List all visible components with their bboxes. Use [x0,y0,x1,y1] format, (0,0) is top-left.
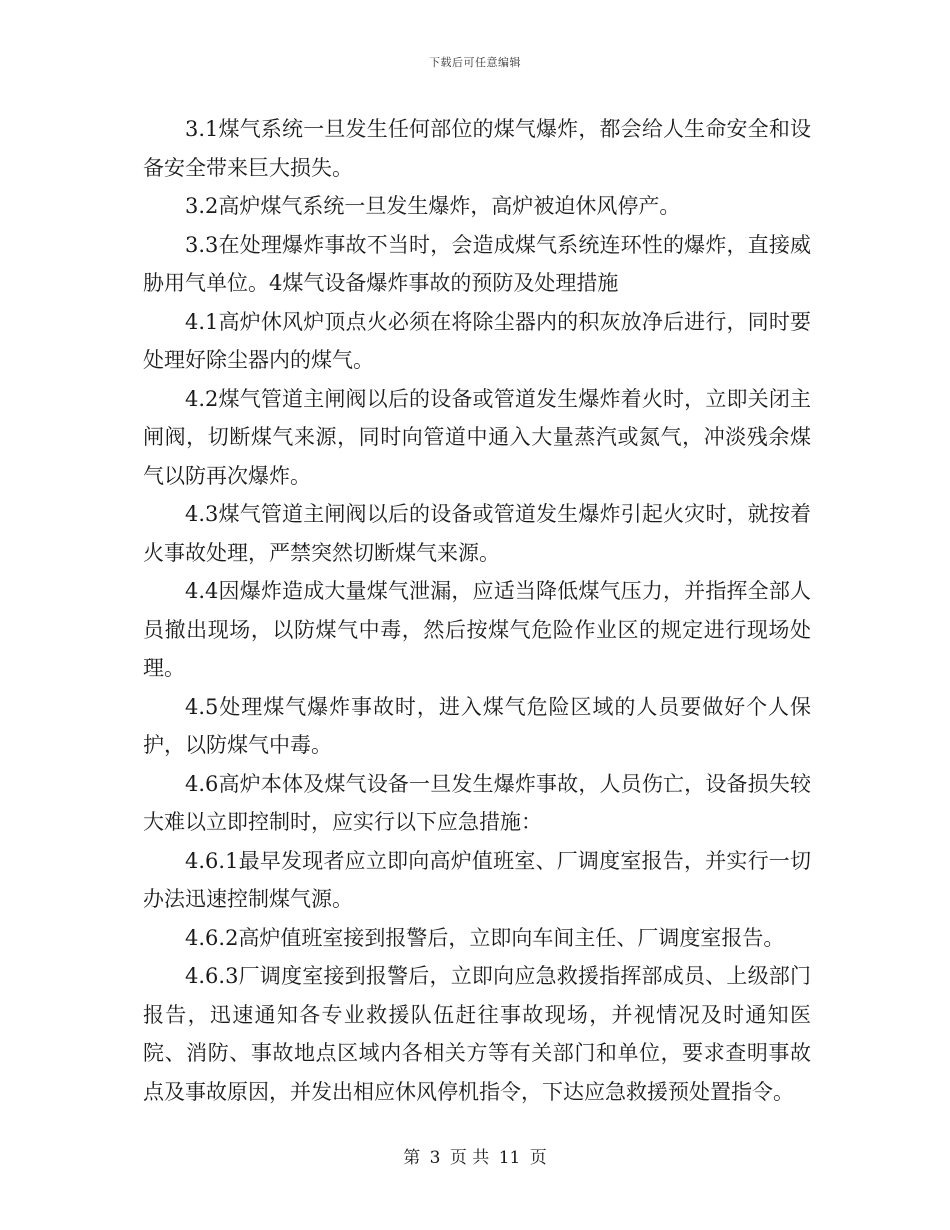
paragraph-3-3: 3.3在处理爆炸事故不当时，会造成煤气系统连环性的爆炸，直接威胁用气单位。4煤气设备爆炸事故的预防及处理措施 [143,232,811,295]
paragraph-4-5: 4.5处理煤气爆炸事故时，进入煤气危险区域的人员要做好个人保护，以防煤气中毒。 [143,694,811,757]
footer-total-pages: 11 [498,1148,521,1168]
footer-current-page: 3 [429,1148,441,1168]
page-footer [0,1143,950,1168]
paragraph-4-1: 4.1高炉休风炉顶点火必须在将除尘器内的积灰放净后进行，同时要处理好除尘器内的煤气。 [143,309,811,372]
paragraph-4-4: 4.4因爆炸造成大量煤气泄漏，应适当降低煤气压力，并指挥全部人员撤出现场，以防煤气中毒，然后按煤气危险作业区的规定进行现场处理。 [143,579,811,680]
paragraph-4-6-2: 4.6.2高炉值班室接到报警后，立即向车间主任、厂调度室报告。 [185,925,785,950]
footer-prefix: 第 [403,1148,421,1168]
page-header: 下载后可任意编辑 [429,56,521,69]
paragraph-4-6-3: 4.6.3厂调度室接到报警后，立即向应急救援指挥部成员、上级部门报告，迅速通知各专业救援队伍赶往事故现场，并视情况及时通知医院、消防、事故地点区域内各相关方等有关部门和单位，要求查明事故点及事故原因，并发出相应休风停机指令，下达应急救援预处置指令。 [143,964,811,1104]
footer-suffix: 页 [529,1148,547,1168]
document-body [143,110,811,1111]
paragraph-4-6: 4.6高炉本体及煤气设备一旦发生爆炸事故，人员伤亡，设备损失较大难以立即控制时，应实行以下应急措施： [143,771,811,834]
paragraph-3-2: 3.2高炉煤气系统一旦发生爆炸，高炉被迫休风停产。 [185,194,681,218]
paragraph-4-2: 4.2煤气管道主闸阀以后的设备或管道发生爆炸着火时，立即关闭主闸阀，切断煤气来源，同时向管道中通入大量蒸汽或氮气，冲淡残余煤气以防再次爆炸。 [143,386,811,488]
paragraph-4-6-1: 4.6.1最早发现者应立即向高炉值班室、厂调度室报告，并实行一切办法迅速控制煤气源。 [143,848,811,911]
paragraph-4-3: 4.3煤气管道主闸阀以后的设备或管道发生爆炸引起火灾时，就按着火事故处理，严禁突然切断煤气来源。 [143,502,811,565]
paragraph-3-1: 3.1煤气系统一旦发生任何部位的煤气爆炸，都会给人生命安全和设备安全带来巨大损失。 [143,117,811,180]
footer-middle: 页 共 [449,1148,490,1168]
